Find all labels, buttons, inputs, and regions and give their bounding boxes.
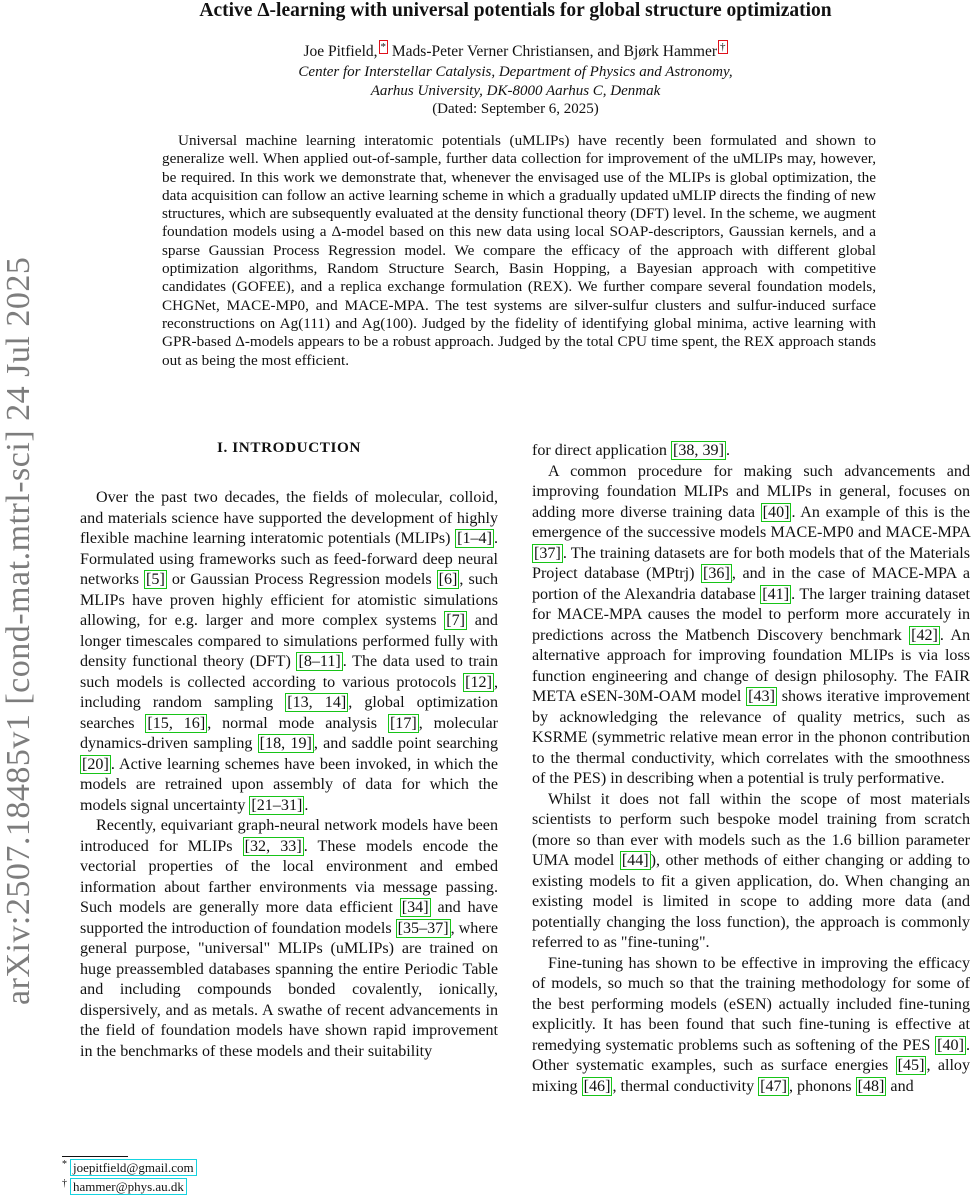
paragraph (80, 816, 498, 1062)
arxiv-id-text[interactable]: arXiv:2507.18485v1 [cond-mat.mtrl-sci] 24 Jul 2025 (0, 256, 37, 1005)
body-text: A common procedure for making such advancements and improving foundation MLIPs and MLIPs in general, focuses on adding more diverse training data (532, 462, 970, 521)
footnote-rule (62, 1156, 128, 1157)
abstract-text: Universal machine learning interatomic potentials (uMLIPs) have recently been formulated and shown to generalize well. When applied out-of-sample, further data collection for improvement of the uMLIPs may, however, be required. In this work we demonstrate that, whenever the envisaged use of the MLIPs is global optimization, the data acquisition can follow an active learning scheme in which a gradually updated uMLIP directs the finding of new structures, which are subsequently evaluated at the density functional theory (DFT) level. In the scheme, we augment foundation models using a Δ-model based on this new data using local SOAP-descriptors, Gaussian kernels, and a sparse Gaussian Process Regression model. We compare the efficacy of the approach with different global optimization algorithms, Random Structure Search, Basin Hopping, a Bayesian approach with competitive candidates (GOFEE), and a replica exchange formulation (REX). We further compare several foundation models, CHGNet, MACE-MP0, and MACE-MPA. The test systems are silver-sulfur clusters and sulfur-induced surface reconstructions on Ag(111) and Ag(100). Judged by the fidelity of identifying global minima, active learning with GPR-based Δ-models appears to be a robust approach. Judged by the total CPU time spent, the REX approach stands out as being the most efficient. (162, 132, 876, 369)
body-text: ), other methods of either changing or adding to existing models to fit a given application, do. When changing an existing model is limited in scope to adding more data (and potentially changing the loss function), the approach is commonly referred to as "fine-tuning". (532, 852, 970, 951)
body-text: . An example of this is the emergence of the successive models MACE-MP0 and MACE-MPA (532, 503, 971, 541)
citation-link[interactable]: [12] (465, 673, 492, 691)
citation-link[interactable]: [43] (748, 688, 775, 705)
abstract (162, 132, 876, 370)
footnote-1 (62, 1158, 197, 1177)
footnote-2 (62, 1177, 197, 1196)
date-line: (Dated: September 6, 2025) (432, 101, 599, 117)
body-text: . These models encode the vectorial properties of the local environment and embed information about farther environments via message passing. Such models are generally more data efficient (80, 837, 499, 916)
body-text: . The larger training dataset for MACE-MPA causes the model to perform more accurately in predictions across the Matbench Discovery benchmark (532, 585, 970, 644)
citation-link[interactable]: [41] (762, 585, 790, 603)
left-column (80, 438, 498, 1062)
citation-link[interactable]: [37] (534, 544, 561, 562)
citation-link[interactable]: [32, 33] (244, 837, 302, 855)
body-text: Fine-tuning has shown to be effective in improving the efficacy of models, so much so that the training methodology for some of the best performing models (eSEN) actually included fine-tuning explicitly. It has been found that such fine-tuning is effective at remedying systematic problems such as softening of the PES (532, 954, 970, 1054)
body-text: . (304, 796, 309, 814)
citation-link[interactable]: [38, 39] (672, 442, 724, 459)
citation-link[interactable]: [47] (760, 1077, 787, 1095)
body-text: , and saddle point searching (313, 735, 498, 752)
citation-link[interactable]: [46] (583, 1077, 611, 1095)
paper-title: Active Δ-learning with universal potentials for global structure optimization (199, 0, 832, 21)
right-column (532, 441, 970, 1097)
body-text: and have supported the introduction of foundation models (80, 899, 498, 937)
citation-link[interactable]: [42] (911, 626, 938, 644)
body-text: . The data used to train such models is collected according to various protocols (80, 653, 498, 691)
body-text: . The training datasets are for both models that of the Materials Project database (MPtrj) (532, 544, 970, 582)
citation-link[interactable]: [1–4] (457, 530, 492, 547)
affiliation-line-1: Center for Interstellar Catalysis, Department of Physics and Astronomy, (298, 64, 733, 80)
email-link-1[interactable]: joepitfield@gmail.com (70, 1159, 197, 1176)
footnote-mark-1: * (62, 1158, 67, 1170)
citation-link[interactable]: [35–37] (397, 919, 449, 937)
body-text: . Formulated using frameworks such as feed-forward deep neural networks (80, 530, 498, 588)
body-text: . (725, 442, 730, 459)
body-text: , such MLIPs have proven highly efficient for atomistic simulations allowing, for e.g. larger and more complex systems (80, 571, 498, 629)
citation-link[interactable]: [40] (937, 1036, 964, 1054)
citation-link[interactable]: [17] (389, 714, 417, 732)
citation-link[interactable]: [6] (438, 571, 458, 588)
citation-link[interactable]: [36] (703, 565, 730, 582)
section-heading: I. INTRODUCTION (216, 439, 362, 456)
paragraph (532, 441, 970, 462)
body-text: and longer timescales compared to simulations performed fully with density functional theory (DFT) (80, 612, 498, 670)
citation-link[interactable]: [18, 19] (259, 735, 312, 752)
author-name-2: Mads-Peter Verner Christiansen, and Bjørk Hammer (391, 43, 718, 60)
body-text: , where general purpose, "universal" MLIPs (uMLIPs) are trained on huge preassembled databases spanning the entire Periodic Table and including compounds bonded covalently, ionically, dispersively, and as metals. A swathe of recent advancements in the field of foundation models have shown rapid improvement in the benchmarks of these models and their suitability (80, 919, 498, 1060)
paragraph (80, 488, 498, 816)
citation-link[interactable]: [20] (82, 755, 109, 773)
body-text: , and in the case of MACE-MPA a portion of the Alexandria database (532, 565, 970, 603)
footnote-link-2[interactable]: † (720, 40, 726, 53)
body-text: for direct application (532, 442, 671, 459)
citation-link[interactable]: [21–31] (251, 796, 303, 814)
email-link-2[interactable]: hammer@phys.au.dk (70, 1178, 187, 1195)
citation-link[interactable]: [44] (621, 852, 649, 869)
footnote-link-1[interactable]: * (380, 40, 387, 53)
citation-link[interactable]: [45] (897, 1057, 925, 1074)
body-text: . Other systematic examples, such as surface energies (532, 1036, 970, 1074)
affiliation-line-2: Aarhus University, DK-8000 Aarhus C, Denmak (370, 82, 661, 99)
citation-link[interactable]: [13, 14] (287, 694, 347, 711)
body-text: shows iterative improvement by acknowledging the relevance of quality metrics, such as KSRME (symmetric relative mean error in the phonon contribution to the thermal conductivity, which correlates with the smoothness of the PES) in describing when a potential is truly performative. (532, 688, 970, 787)
citation-link[interactable]: [8–11] (298, 653, 341, 670)
citation-link[interactable]: [48] (857, 1077, 885, 1095)
footnote-mark-2: † (62, 1177, 67, 1189)
paragraph (532, 462, 970, 790)
paragraph (532, 790, 970, 954)
citation-link[interactable]: [34] (401, 899, 429, 916)
body-text: , global optimization searches (80, 694, 498, 732)
affiliation (60, 63, 971, 100)
body-text: Over the past two decades, the fields of molecular, colloid, and materials science have supported the development of highly flexible machine learning interatomic potentials (MLIPs) (80, 489, 498, 547)
citation-link[interactable]: [5] (146, 571, 165, 588)
author-line (60, 42, 971, 62)
right-column-body (532, 441, 970, 1097)
body-text: Recently, equivariant graph-neural network models have been introduced for MLIPs (80, 817, 498, 855)
citation-link[interactable]: [40] (762, 503, 790, 521)
body-text: , alloy mixing (532, 1057, 971, 1095)
body-text: , phonons (788, 1077, 856, 1095)
author-name-1: Joe Pitfield, (303, 43, 378, 60)
paragraph (532, 954, 970, 1098)
body-text: . Active learning schemes have been invoked, in which the models are retrained upon assembly of data for which the models signal uncertainty (80, 755, 498, 814)
body-text: and (886, 1077, 914, 1095)
citation-link[interactable]: [7] (446, 612, 465, 629)
body-text: . An alternative approach for improving foundation MLIPs is via loss function engineering and change of design philosophy. The FAIR META eSEN-30M-OAM model (532, 626, 970, 705)
body-text: Whilst it does not fall within the scope of most materials scientists to perform such bespoke model training from scratch (more so than ever with models such as the 1.6 billion parameter UMA model (532, 790, 970, 869)
body-text: , normal mode analysis (207, 714, 388, 732)
citation-link[interactable]: [15, 16] (147, 714, 206, 732)
left-column-body (80, 488, 498, 1062)
footnotes (62, 1158, 197, 1196)
body-text: , molecular dynamics-driven sampling (80, 714, 499, 752)
body-text: or Gaussian Process Regression models (166, 571, 437, 588)
body-text: , including random sampling (80, 673, 498, 711)
body-text: , thermal conductivity (612, 1077, 759, 1095)
